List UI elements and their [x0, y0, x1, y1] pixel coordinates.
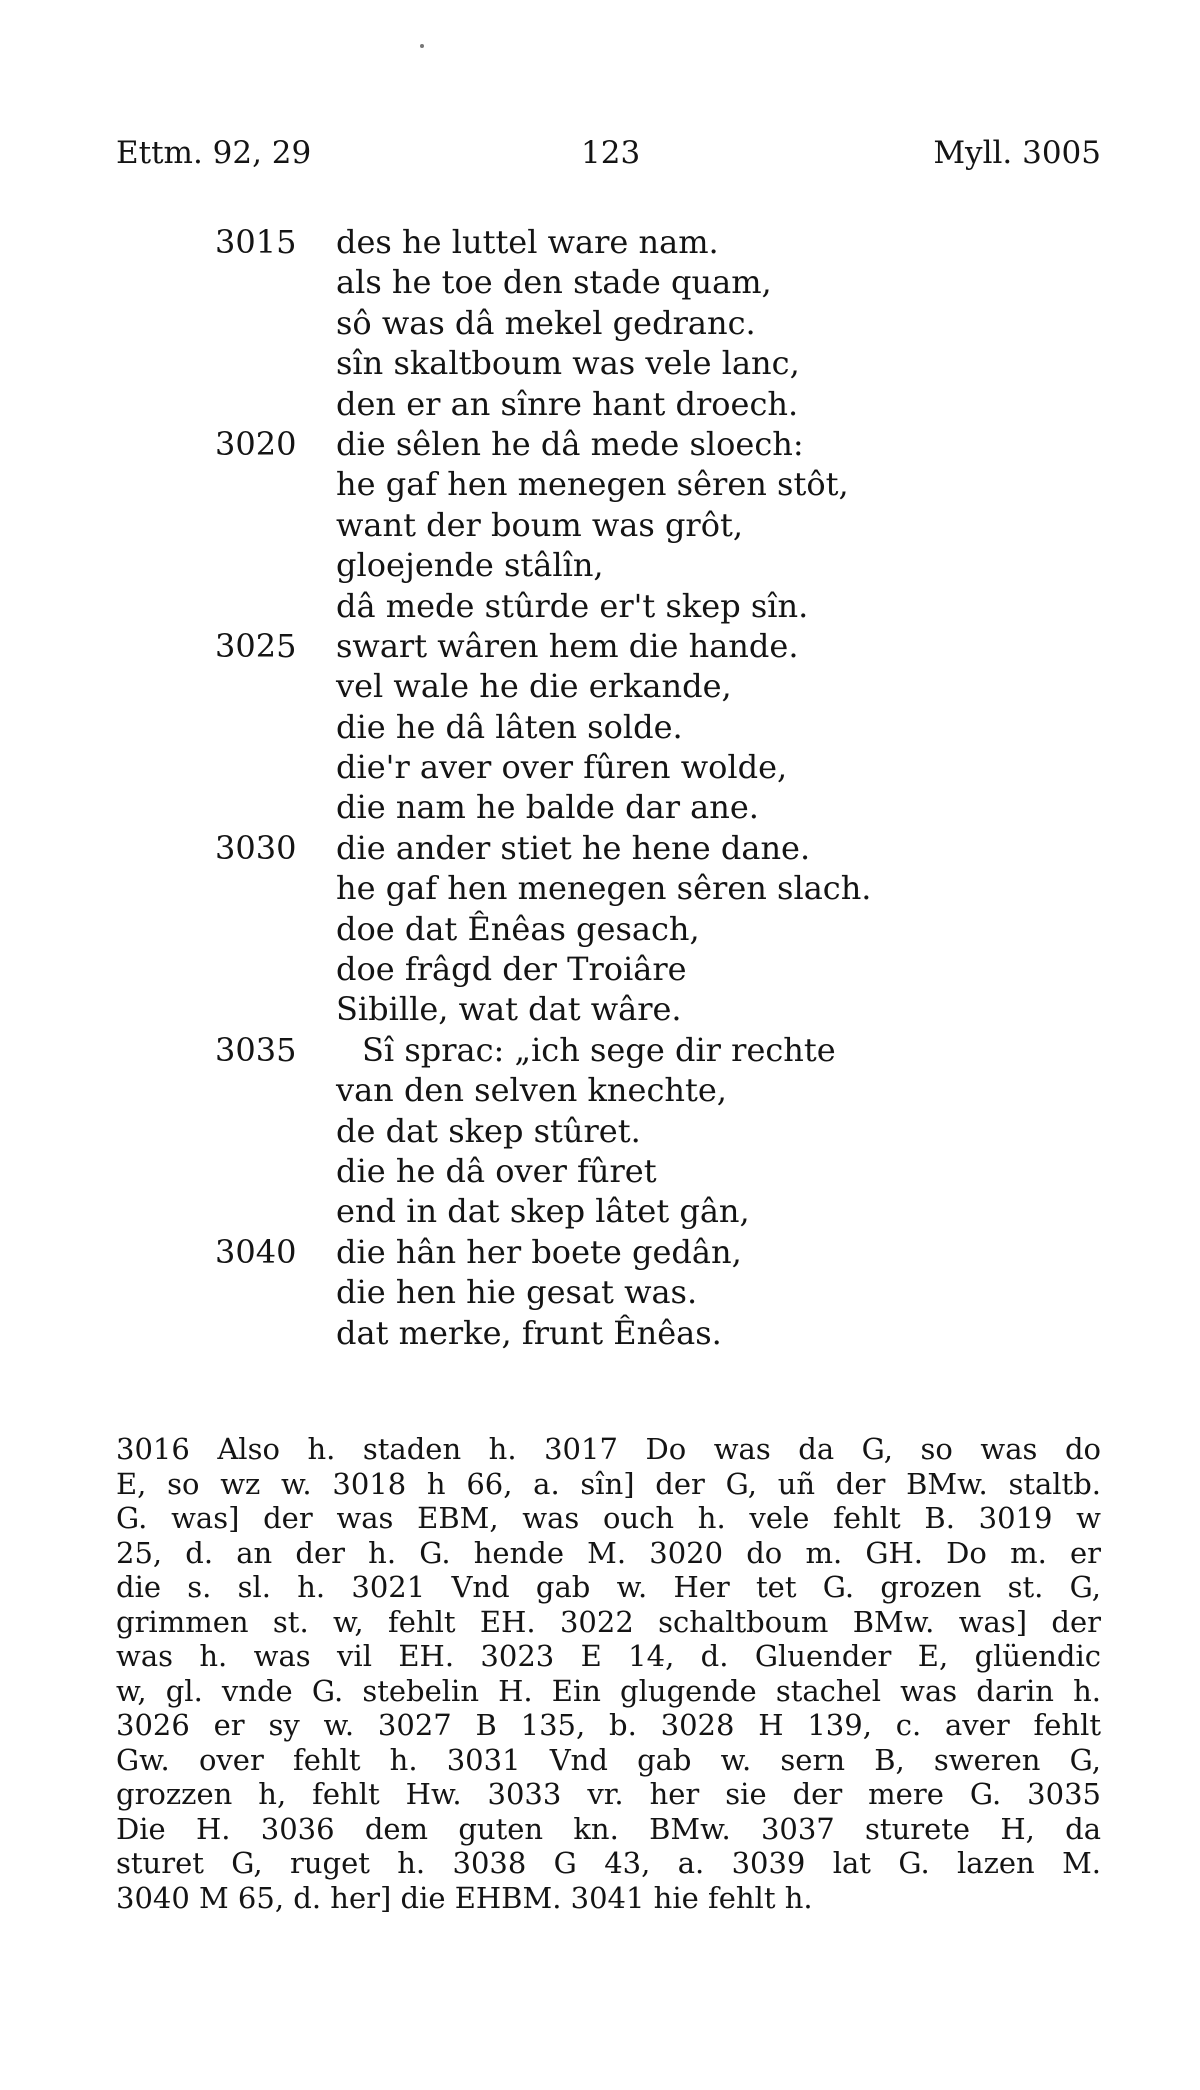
verse-line [0, 1111, 1200, 1151]
verse-line [0, 384, 1200, 424]
verse-text: Sî sprac: „ich sege dir rechte [362, 1030, 836, 1069]
verse-number: 3035 [215, 1030, 297, 1069]
verse-text: he gaf hen menegen sêren slach. [336, 869, 872, 908]
verse-line [0, 464, 1200, 504]
apparatus-line: Die H. 3036 dem guten kn. BMw. 3037 sturete H, da [116, 1811, 1101, 1846]
verse-line [0, 505, 1200, 545]
verse-line [0, 707, 1200, 747]
verse-number: 3040 [215, 1232, 297, 1271]
apparatus-line: sturet G, ruget h. 3038 G 43, a. 3039 lat G. lazen M. [116, 1846, 1101, 1880]
verse-number: 3025 [215, 626, 297, 665]
verse-text: doe frâgd der Troiâre [336, 950, 687, 989]
verse-text: doe dat Ênêas gesach, [336, 909, 700, 948]
apparatus-line: grozzen h, fehlt Hw. 3033 vr. her sie der mere G. 3035 [116, 1777, 1101, 1811]
verse-line [0, 1232, 1200, 1272]
verse-line [0, 343, 1200, 383]
apparatus-line: w, gl. vnde G. stebelin H. Ein glugende stachel was darin h. [116, 1673, 1101, 1708]
verse-line [0, 303, 1200, 343]
critical-apparatus [116, 1432, 1101, 1915]
verse-number: 3030 [215, 828, 297, 867]
verse-text: des he luttel ware nam. [336, 223, 719, 261]
apparatus-line: grimmen st. w, fehlt EH. 3022 schaltboum BMw. was] der [116, 1604, 1101, 1639]
verse-number: 3020 [215, 424, 297, 463]
verse-text: die he dâ lâten solde. [336, 707, 683, 746]
verse-line [0, 626, 1200, 666]
verse-text: vel wale he die erkande, [336, 667, 732, 706]
verse-line [0, 222, 1200, 262]
header-left-reference: Ettm. 92, 29 [116, 135, 312, 171]
verse-text: sîn skaltboum was vele lanc, [336, 344, 800, 383]
verse-number: 3015 [215, 223, 297, 261]
verse-line [0, 1313, 1200, 1353]
verse-text: sô was dâ mekel gedranc. [336, 303, 756, 342]
verse-text: swart wâren hem die hande. [336, 626, 799, 665]
verse-text: want der boum was grôt, [336, 505, 744, 544]
verse-text: die ander stiet he hene dane. [336, 828, 811, 867]
verse-text: als he toe den stade quam, [336, 263, 772, 302]
verse-line [0, 262, 1200, 302]
verse-line [0, 1191, 1200, 1231]
apparatus-line: E, so wz w. 3018 h 66, a. sîn] der G, uñ der BMw. staltb. [116, 1466, 1101, 1501]
verse-line [0, 989, 1200, 1029]
apparatus-line: G. was] der was EBM, was ouch h. vele fehlt B. 3019 w [116, 1501, 1101, 1535]
verse-text: die hen hie gesat was. [336, 1273, 698, 1312]
verse-text: de dat skep stûret. [336, 1111, 641, 1150]
verse-line [0, 1070, 1200, 1110]
verse-block [0, 222, 1200, 1353]
verse-line [0, 1030, 1200, 1070]
page-number: 123 [581, 135, 641, 171]
running-header [116, 133, 1101, 173]
verse-text: die sêlen he dâ mede sloech: [336, 424, 804, 463]
apparatus-line: 3040 M 65, d. her] die EHBM. 3041 hie fehlt h. [116, 1880, 813, 1915]
header-right-reference: Myll. 3005 [933, 135, 1101, 171]
verse-text: end in dat skep lâtet gân, [336, 1192, 750, 1231]
verse-text: den er an sînre hant droech. [336, 384, 799, 423]
apparatus-line: Gw. over fehlt h. 3031 Vnd gab w. sern B, sweren G, [116, 1742, 1101, 1777]
verse-line [0, 868, 1200, 908]
verse-text: die he dâ over fûret [336, 1151, 657, 1190]
verse-text: dâ mede stûrde er't skep sîn. [336, 586, 809, 625]
apparatus-line: 3016 Also h. staden h. 3017 Do was da G, so was do [116, 1432, 1101, 1466]
stray-mark [420, 44, 424, 48]
verse-line [0, 1151, 1200, 1191]
verse-line [0, 949, 1200, 989]
verse-text: Sibille, wat dat wâre. [336, 990, 682, 1029]
verse-text: he gaf hen menegen sêren stôt, [336, 465, 849, 504]
verse-line [0, 545, 1200, 585]
verse-line [0, 424, 1200, 464]
apparatus-line: 25, d. an der h. G. hende M. 3020 do m. GH. Do m. er [116, 1535, 1101, 1570]
verse-text: die'r aver over fûren wolde, [336, 748, 788, 787]
verse-line [0, 828, 1200, 868]
verse-line [0, 747, 1200, 787]
verse-line [0, 1272, 1200, 1312]
verse-line [0, 586, 1200, 626]
apparatus-line: die s. sl. h. 3021 Vnd gab w. Her tet G. grozen st. G, [116, 1570, 1101, 1604]
verse-text: dat merke, frunt Ênêas. [336, 1313, 722, 1352]
apparatus-line: was h. was vil EH. 3023 E 14, d. Gluender E, glüendic [116, 1639, 1101, 1673]
verse-text: gloejende stâlîn, [336, 546, 604, 585]
verse-text: die nam he balde dar ane. [336, 788, 759, 827]
verse-line [0, 787, 1200, 827]
verse-line [0, 666, 1200, 706]
apparatus-line: 3026 er sy w. 3027 B 135, b. 3028 H 139, c. aver fehlt [116, 1708, 1101, 1742]
verse-text: van den selven knechte, [336, 1071, 727, 1110]
verse-text: die hân her boete gedân, [336, 1232, 742, 1271]
verse-line [0, 909, 1200, 949]
